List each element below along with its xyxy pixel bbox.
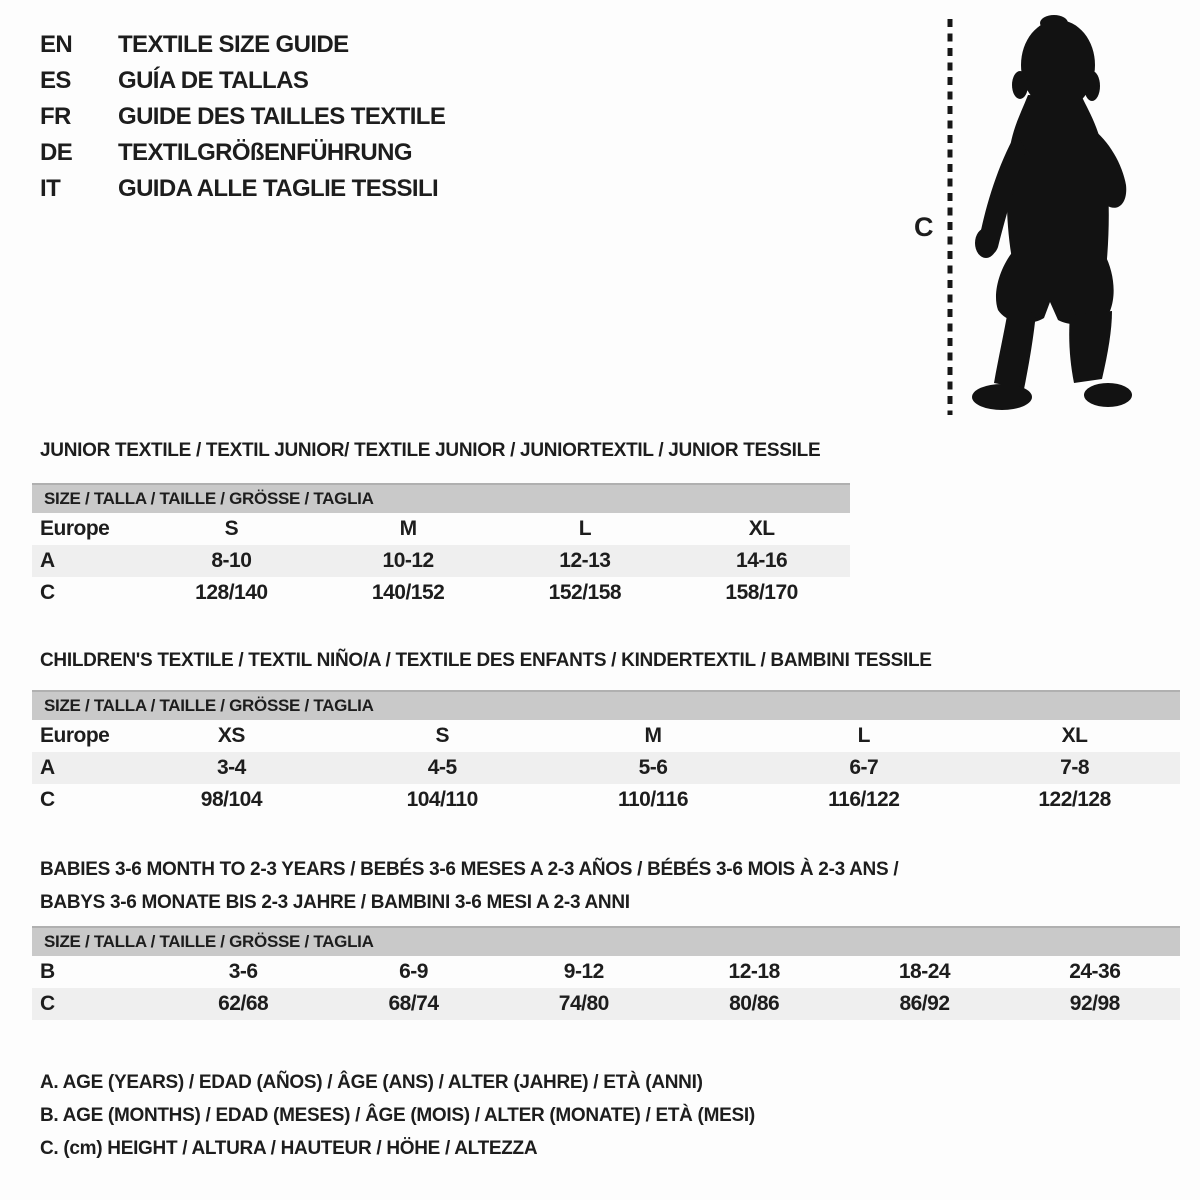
cell-value: 140/152 <box>371 581 445 604</box>
cell-value: 6-9 <box>399 960 428 983</box>
table-row <box>32 545 850 577</box>
table-title <box>32 434 850 467</box>
size-table-babies <box>32 853 1180 1020</box>
size-header-band: SIZE / TALLA / TAILLE / GRÖSSE / TAGLIA <box>32 926 1180 956</box>
row-label: Europe <box>40 517 110 540</box>
language-guide-title: TEXTILGRÖßENFÜHRUNG <box>118 139 412 166</box>
cell-value: 7-8 <box>1060 756 1090 779</box>
cell-value: 62/68 <box>218 992 269 1015</box>
table-title <box>32 853 1180 919</box>
row-label: C <box>40 581 55 604</box>
table-title-line: JUNIOR TEXTILE / TEXTIL JUNIOR/ TEXTILE JUNIOR / JUNIORTEXTIL / JUNIOR TESSILE <box>40 440 821 461</box>
cell-value: 122/128 <box>1038 788 1111 811</box>
table-title <box>32 644 1180 677</box>
toddler-silhouette-icon <box>972 15 1132 410</box>
legend-line: A. AGE (YEARS) / EDAD (AÑOS) / ÂGE (ANS) / ALTER (JAHRE) / ETÀ (ANNI) <box>40 1072 703 1093</box>
height-measure-label: C <box>914 212 934 242</box>
language-code: FR <box>40 103 71 130</box>
language-row <box>40 27 445 63</box>
size-header-band: SIZE / TALLA / TAILLE / GRÖSSE / TAGLIA <box>32 690 1180 720</box>
language-code: IT <box>40 175 61 202</box>
table-row <box>32 956 1180 988</box>
cell-value: 80/86 <box>729 992 780 1015</box>
table-row <box>32 784 1180 816</box>
cell-value: 110/116 <box>617 788 689 811</box>
cell-value: M <box>644 724 662 747</box>
cell-value: 24-36 <box>1069 960 1121 983</box>
language-guide-title: GUIDE DES TAILLES TEXTILE <box>118 103 446 130</box>
table-row <box>32 720 1180 752</box>
cell-value: S <box>224 517 239 540</box>
toddler-figure <box>905 10 1150 422</box>
table-title-line: BABYS 3-6 MONATE BIS 2-3 JAHRE / BAMBINI 3-6 MESI A 2-3 ANNI <box>40 892 630 913</box>
cell-value: 74/80 <box>558 992 609 1015</box>
language-code: EN <box>40 31 73 58</box>
size-table-children <box>32 644 1180 816</box>
cell-value: 14-16 <box>736 549 788 572</box>
cell-value: 10-12 <box>382 549 434 572</box>
cell-value: 18-24 <box>898 960 951 983</box>
cell-value: 3-6 <box>228 960 258 983</box>
row-label: A <box>40 756 55 779</box>
toddler-figure-graphic <box>940 13 1140 419</box>
table-row <box>32 988 1180 1020</box>
cell-value: 104/110 <box>406 788 478 811</box>
cell-value: L <box>578 517 592 540</box>
cell-value: L <box>857 724 870 747</box>
cell-value: 3-4 <box>216 756 246 779</box>
size-header-band: SIZE / TALLA / TAILLE / GRÖSSE / TAGLIA <box>32 483 850 513</box>
cell-value: 98/104 <box>200 788 263 811</box>
language-row <box>40 99 445 135</box>
language-code: ES <box>40 67 71 94</box>
cell-value: 116/122 <box>828 788 900 811</box>
language-title-list <box>40 27 445 207</box>
cell-value: XS <box>217 724 245 747</box>
cell-value: XL <box>748 517 775 540</box>
table-row <box>32 513 850 545</box>
cell-value: 5-6 <box>638 756 668 779</box>
cell-value: 152/158 <box>548 581 622 604</box>
cell-value: 12-13 <box>559 549 611 572</box>
cell-value: 158/170 <box>725 581 798 604</box>
language-guide-title: GUIDA ALLE TAGLIE TESSILI <box>118 175 439 202</box>
cell-value: 9-12 <box>563 960 604 983</box>
cell-value: 6-7 <box>849 756 879 779</box>
row-label: C <box>40 992 55 1015</box>
language-guide-title: GUÍA DE TALLAS <box>118 67 309 94</box>
cell-value: S <box>435 724 449 747</box>
language-row <box>40 171 445 207</box>
cell-value: 92/98 <box>1069 992 1120 1015</box>
language-row <box>40 135 445 171</box>
table-title-line: CHILDREN'S TEXTILE / TEXTIL NIÑO/A / TEXTILE DES ENFANTS / KINDERTEXTIL / BAMBINI TESSILE <box>40 650 932 671</box>
row-label: C <box>40 788 55 811</box>
cell-value: 86/92 <box>899 992 950 1015</box>
table-row <box>32 577 850 609</box>
cell-value: 128/140 <box>195 581 268 604</box>
row-label: A <box>40 549 55 572</box>
size-table-junior <box>32 434 850 609</box>
legend-line: B. AGE (MONTHS) / EDAD (MESES) / ÂGE (MOIS) / ALTER (MONATE) / ETÀ (MESI) <box>40 1105 755 1126</box>
cell-value: 8-10 <box>211 549 252 572</box>
language-code: DE <box>40 139 73 166</box>
cell-value: 12-18 <box>728 960 780 983</box>
row-label: Europe <box>40 724 110 747</box>
row-label: B <box>40 960 55 983</box>
cell-value: M <box>399 517 417 540</box>
cell-value: 68/74 <box>388 992 439 1015</box>
cell-value: 4-5 <box>427 756 457 779</box>
table-row <box>32 752 1180 784</box>
table-title-line: BABIES 3-6 MONTH TO 2-3 YEARS / BEBÉS 3-6 MESES A 2-3 AÑOS / BÉBÉS 3-6 MOIS À 2-3 ANS / <box>40 859 899 880</box>
cell-value: XL <box>1061 724 1088 747</box>
legend-line: C. (cm) HEIGHT / ALTURA / HAUTEUR / HÖHE / ALTEZZA <box>40 1138 538 1159</box>
language-row <box>40 63 445 99</box>
legend <box>40 1066 755 1165</box>
language-guide-title: TEXTILE SIZE GUIDE <box>118 31 349 58</box>
